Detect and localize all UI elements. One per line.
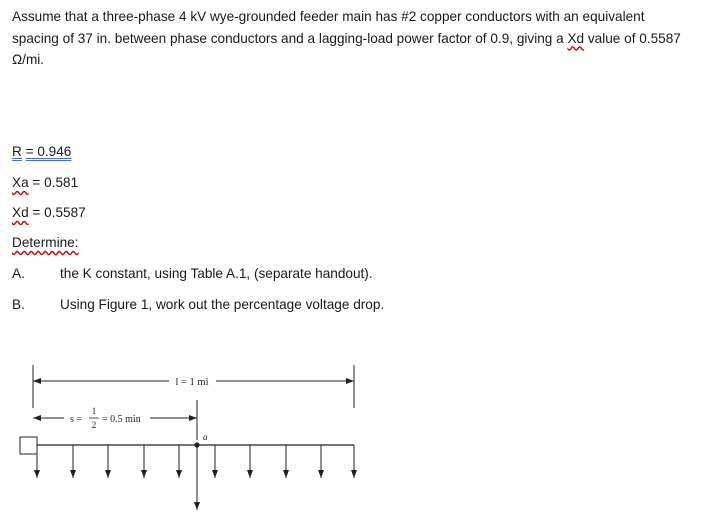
point-a-label: a	[203, 432, 208, 442]
r-value: = 0.946	[25, 144, 72, 159]
spacing-prefix: s =	[69, 414, 82, 425]
xd-word: Xd	[567, 30, 585, 46]
r-line	[12, 144, 71, 159]
determine-heading: Determine:	[12, 235, 79, 250]
item-b-letter: B.	[12, 297, 25, 312]
item-a-text: the K constant, using Table A.1, (separate handout).	[60, 266, 373, 281]
xa-line	[12, 175, 78, 190]
xd-label: Xd	[12, 205, 29, 220]
fraction-denominator: 2	[91, 420, 97, 430]
length-label: l = 1 mi	[175, 377, 209, 388]
substation-box	[20, 437, 37, 454]
feeder-figure	[0, 360, 709, 518]
item-a-letter: A.	[12, 266, 25, 281]
spacing-suffix: = 0.5 min	[102, 414, 141, 425]
xd-line	[12, 205, 86, 220]
item-b-text: Using Figure 1, work out the percentage voltage drop.	[60, 297, 385, 312]
xa-label: Xa	[12, 175, 29, 190]
problem-statement: Assume that a three-phase 4 kV wye-grounded feeder main has #2 copper conductors with an equivalent spacing of 37 in. between phase conductors and a lagging-load power factor of 0.9, giving a Xd value of 0.5587 Ω/mi.	[12, 9, 681, 67]
fraction-numerator: 1	[91, 406, 97, 416]
xd-value: = 0.5587	[28, 205, 86, 220]
r-label: R	[12, 144, 22, 159]
xa-value: = 0.581	[28, 175, 79, 190]
